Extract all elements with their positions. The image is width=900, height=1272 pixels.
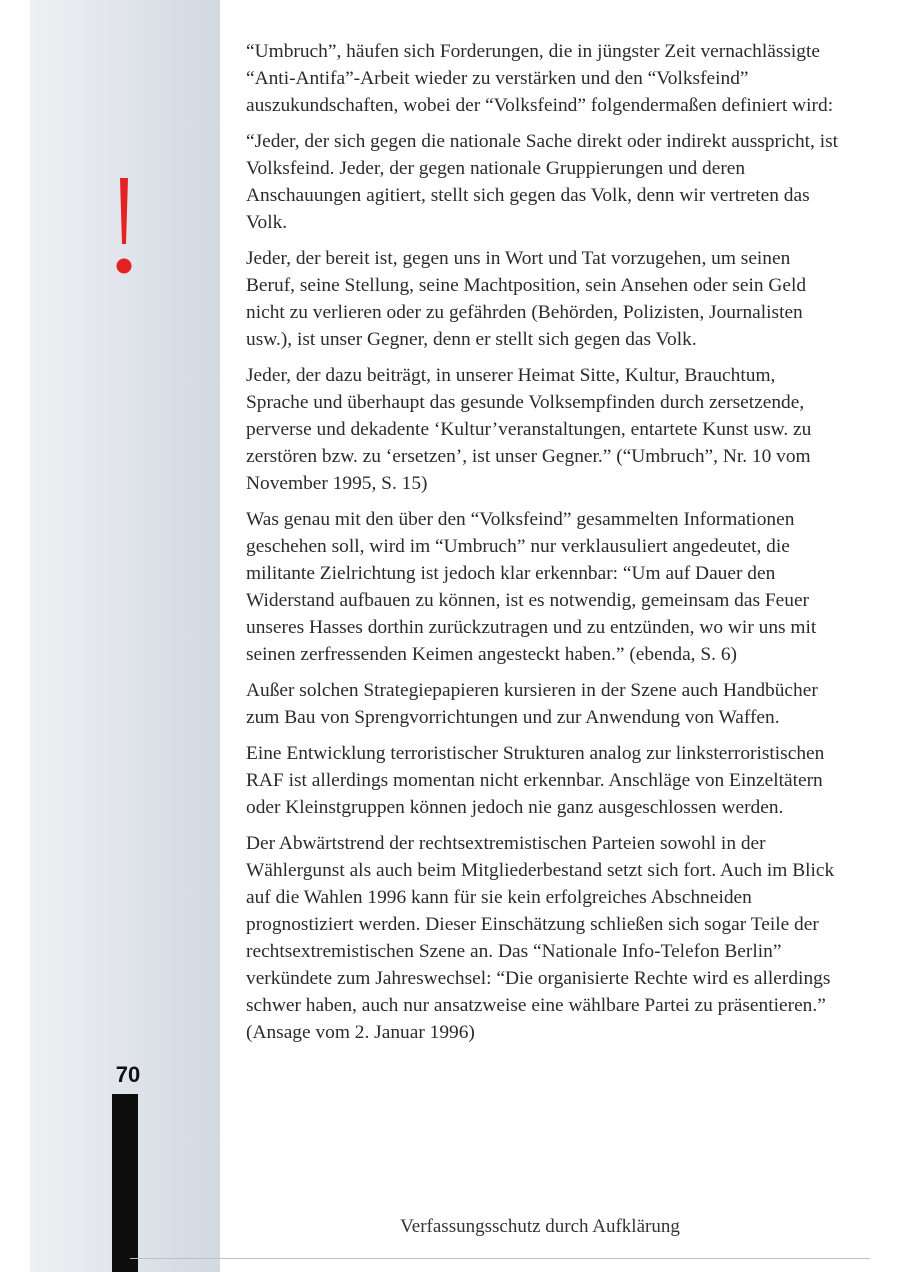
page-number: 70	[115, 1062, 141, 1087]
paragraph: “Jeder, der sich gegen die nationale Sache direkt oder indirekt ausspricht, ist Volksfeind. Jeder, der gegen nationale Gruppierungen und deren Anschauungen agitiert, stellt sich gegen das Volk, denn wir vertreten das Volk.	[246, 131, 839, 233]
page-footer: Verfassungsschutz durch Aufklärung	[400, 1216, 680, 1237]
paragraph: Was genau mit den über den “Volksfeind” gesammelten Informationen geschehen soll, wird im “Umbruch” nur verklausuliert angedeutet, die militante Zielrichtung ist jedoch klar erkennbar: “Um auf Dauer den Widerstand aufbauen zu können, ist es notwendig, gemeinsam das Feuer unseres Hasses dorthin zurückzutragen und zu entzünden, wo wir uns mit seinen zerfressenden Keimen angesteckt haben.” (ebenda, S. 6)	[246, 509, 817, 665]
page-number-bar	[112, 1094, 138, 1272]
paragraph: Außer solchen Strategiepapieren kursieren in der Szene auch Handbücher zum Bau von Sprengvorrichtungen und zur Anwendung von Waffen.	[246, 680, 818, 728]
paragraph: Der Abwärtstrend der rechtsextremistischen Parteien sowohl in der Wählergunst als auch beim Mitgliederbestand setzt sich fort. Auch im Blick auf die Wahlen 1996 kann für sie kein erfolgreiches Abschneiden prognostiziert werden. Dieser Einschätzung schließen sich sogar Teile der rechtsextremistischen Szene an. Das “Nationale Info-Telefon Berlin” verkündete zum Jahreswechsel: “Die organisierte Rechte wird es allerdings schwer haben, auch nur ansatzweise eine wählbare Partei zu präsentieren.” (Ansage vom 2. Januar 1996)	[246, 833, 835, 1043]
exclamation-icon	[111, 178, 137, 278]
paragraph: Eine Entwicklung terroristischer Strukturen analog zur linksterroristischen RAF ist allerdings momentan nicht erkennbar. Anschläge von Einzeltätern oder Kleinstgruppen können jedoch nie ganz ausgeschlossen werden.	[246, 743, 825, 818]
footer-divider	[130, 1258, 870, 1259]
paragraph: “Umbruch”, häufen sich Forderungen, die in jüngster Zeit vernachlässigte “Anti-Antifa”-Arbeit wieder zu verstärken und den “Volksfeind” auszukundschaften, wobei der “Volksfeind” folgendermaßen definiert wird:	[246, 41, 834, 116]
paragraph: Jeder, der bereit ist, gegen uns in Wort und Tat vorzugehen, um seinen Beruf, seine Stellung, seine Machtposition, sein Ansehen oder sein Geld nicht zu verlieren oder zu gefährden (Behörden, Polizisten, Journalisten usw.), ist unser Gegner, denn er stellt sich gegen das Volk.	[246, 248, 807, 350]
body-text	[246, 38, 842, 1055]
paragraph: Jeder, der dazu beiträgt, in unserer Heimat Sitte, Kultur, Brauchtum, Sprache und überhaupt das gesunde Volksempfinden durch zersetzende, perverse und dekadente ‘Kultur’veranstaltungen, entartete Kunst usw. zu zerstören bzw. zu ‘ersetzen’, ist unser Gegner.” (“Umbruch”, Nr. 10 vom November 1995, S. 15)	[246, 365, 812, 494]
page-left-margin	[0, 0, 30, 1272]
